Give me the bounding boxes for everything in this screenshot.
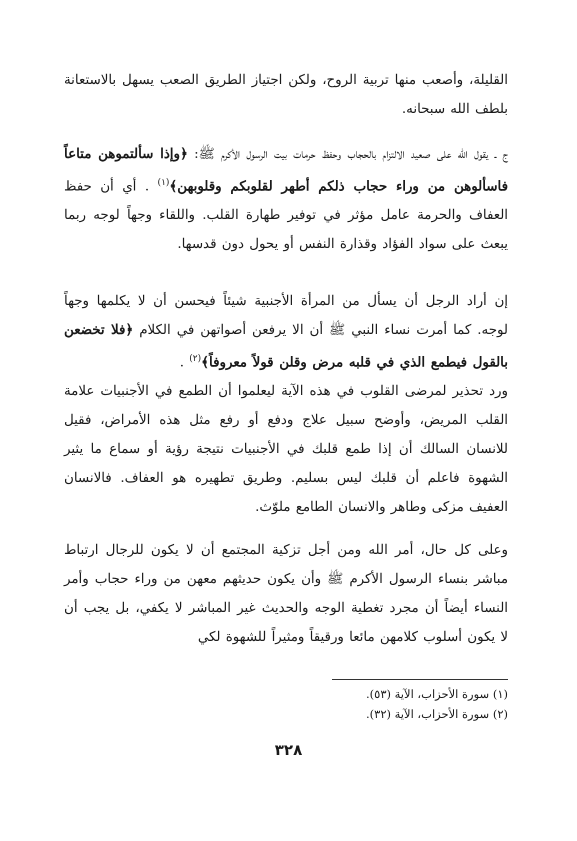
quran-quote-2: ﴿فلا تخضعن بالقول فيطمع الذي في قلبه مرض وقلن قولاً معروفاً﴾ (64, 322, 508, 371)
footnote-2: (٢) سورة الأحزاب، الآية (٣٢). (365, 707, 508, 721)
paragraph-4-text: ورد تحذير لمرضى القلوب في هذه الآية ليعلموا أن الطمع في الأجنبيات علامة القلب المريض، وأوضح سبيل علاج ودفع أو رفع مثل هذه الأمراض، فقيل للانسان السالك أن إذا طمع قلبك في الأجنبيات نتيجة رؤية أو سماع ما يثير الشهوة فاعلم أن قلبك ليس بسليم. وطريق تطهيره هو العفاف. فالانسان العفيف مزكى وطاهر والانسان الطامع ملوّث. (64, 384, 508, 515)
paragraph-2-text-a: ج ـ يقول الله على صعيد الالتزام بالحجاب وحفظ حرمات بيت الرسول الأكرم ﷺ: (187, 147, 508, 162)
footnote-1: (١) سورة الأحزاب، الآية (٥٣). (365, 687, 508, 701)
paragraph-2-text-b: . أي أن حفظ العفاف والحرمة عامل مؤثر في توفير طهارة القلب. واللقاء وجهاً لوجه ربما يبعث على سواد الفؤاد وقذارة النفس أو يحول دون قدسها. (64, 179, 508, 253)
paragraph-5 (64, 536, 508, 652)
paragraph-2 (64, 140, 508, 259)
footnote-ref-2: (٢) (189, 354, 202, 364)
footnotes (64, 684, 508, 724)
paragraph-5-text: وعلى كل حال، أمر الله ومن أجل تزكية المجتمع أن لا يكون للرجال ارتباط مباشر بنساء الرسول الأكرم ﷺ وأن يكون حديثهم معهن من وراء حجاب وأمر النساء أيضاً أن مجرد تغطية الوجه والحديث غير المباشر لا يكفي، بل يجب أن لا يكون أسلوب كلامهن مائعا ورقيقاً ومثيراً للشهوة لكي (64, 543, 508, 645)
paragraph-1 (64, 66, 508, 124)
paragraph-4 (64, 377, 508, 522)
footnote-ref-1: (١) (157, 178, 170, 188)
quran-quote-1: ﴿وإذا سألتموهن متاعاً فاسألوهن من وراء حجاب ذلكم أطهر لقلوبكم وقلوبهن﴾ (64, 146, 508, 195)
footnote-separator (332, 679, 508, 680)
paragraph-3-text-a: إن أراد الرجل أن يسأل من المرأة الأجنبية شيئاً فيحسن أن لا يكلمها وجهاً لوجه. كما أمرت نساء النبي ﷺ أن الا يرفعن أصواتهن في الكلام (64, 294, 508, 338)
paragraph-3-text-b: . (179, 355, 190, 371)
page-number: ٣٢٨ (274, 741, 303, 759)
paragraph-1-text: القليلة، وأصعب منها تربية الروح، ولكن اجتياز الطريق الصعب يسهل بالاستعانة بلطف الله سبحانه. (64, 73, 508, 117)
paragraph-3 (64, 287, 508, 377)
